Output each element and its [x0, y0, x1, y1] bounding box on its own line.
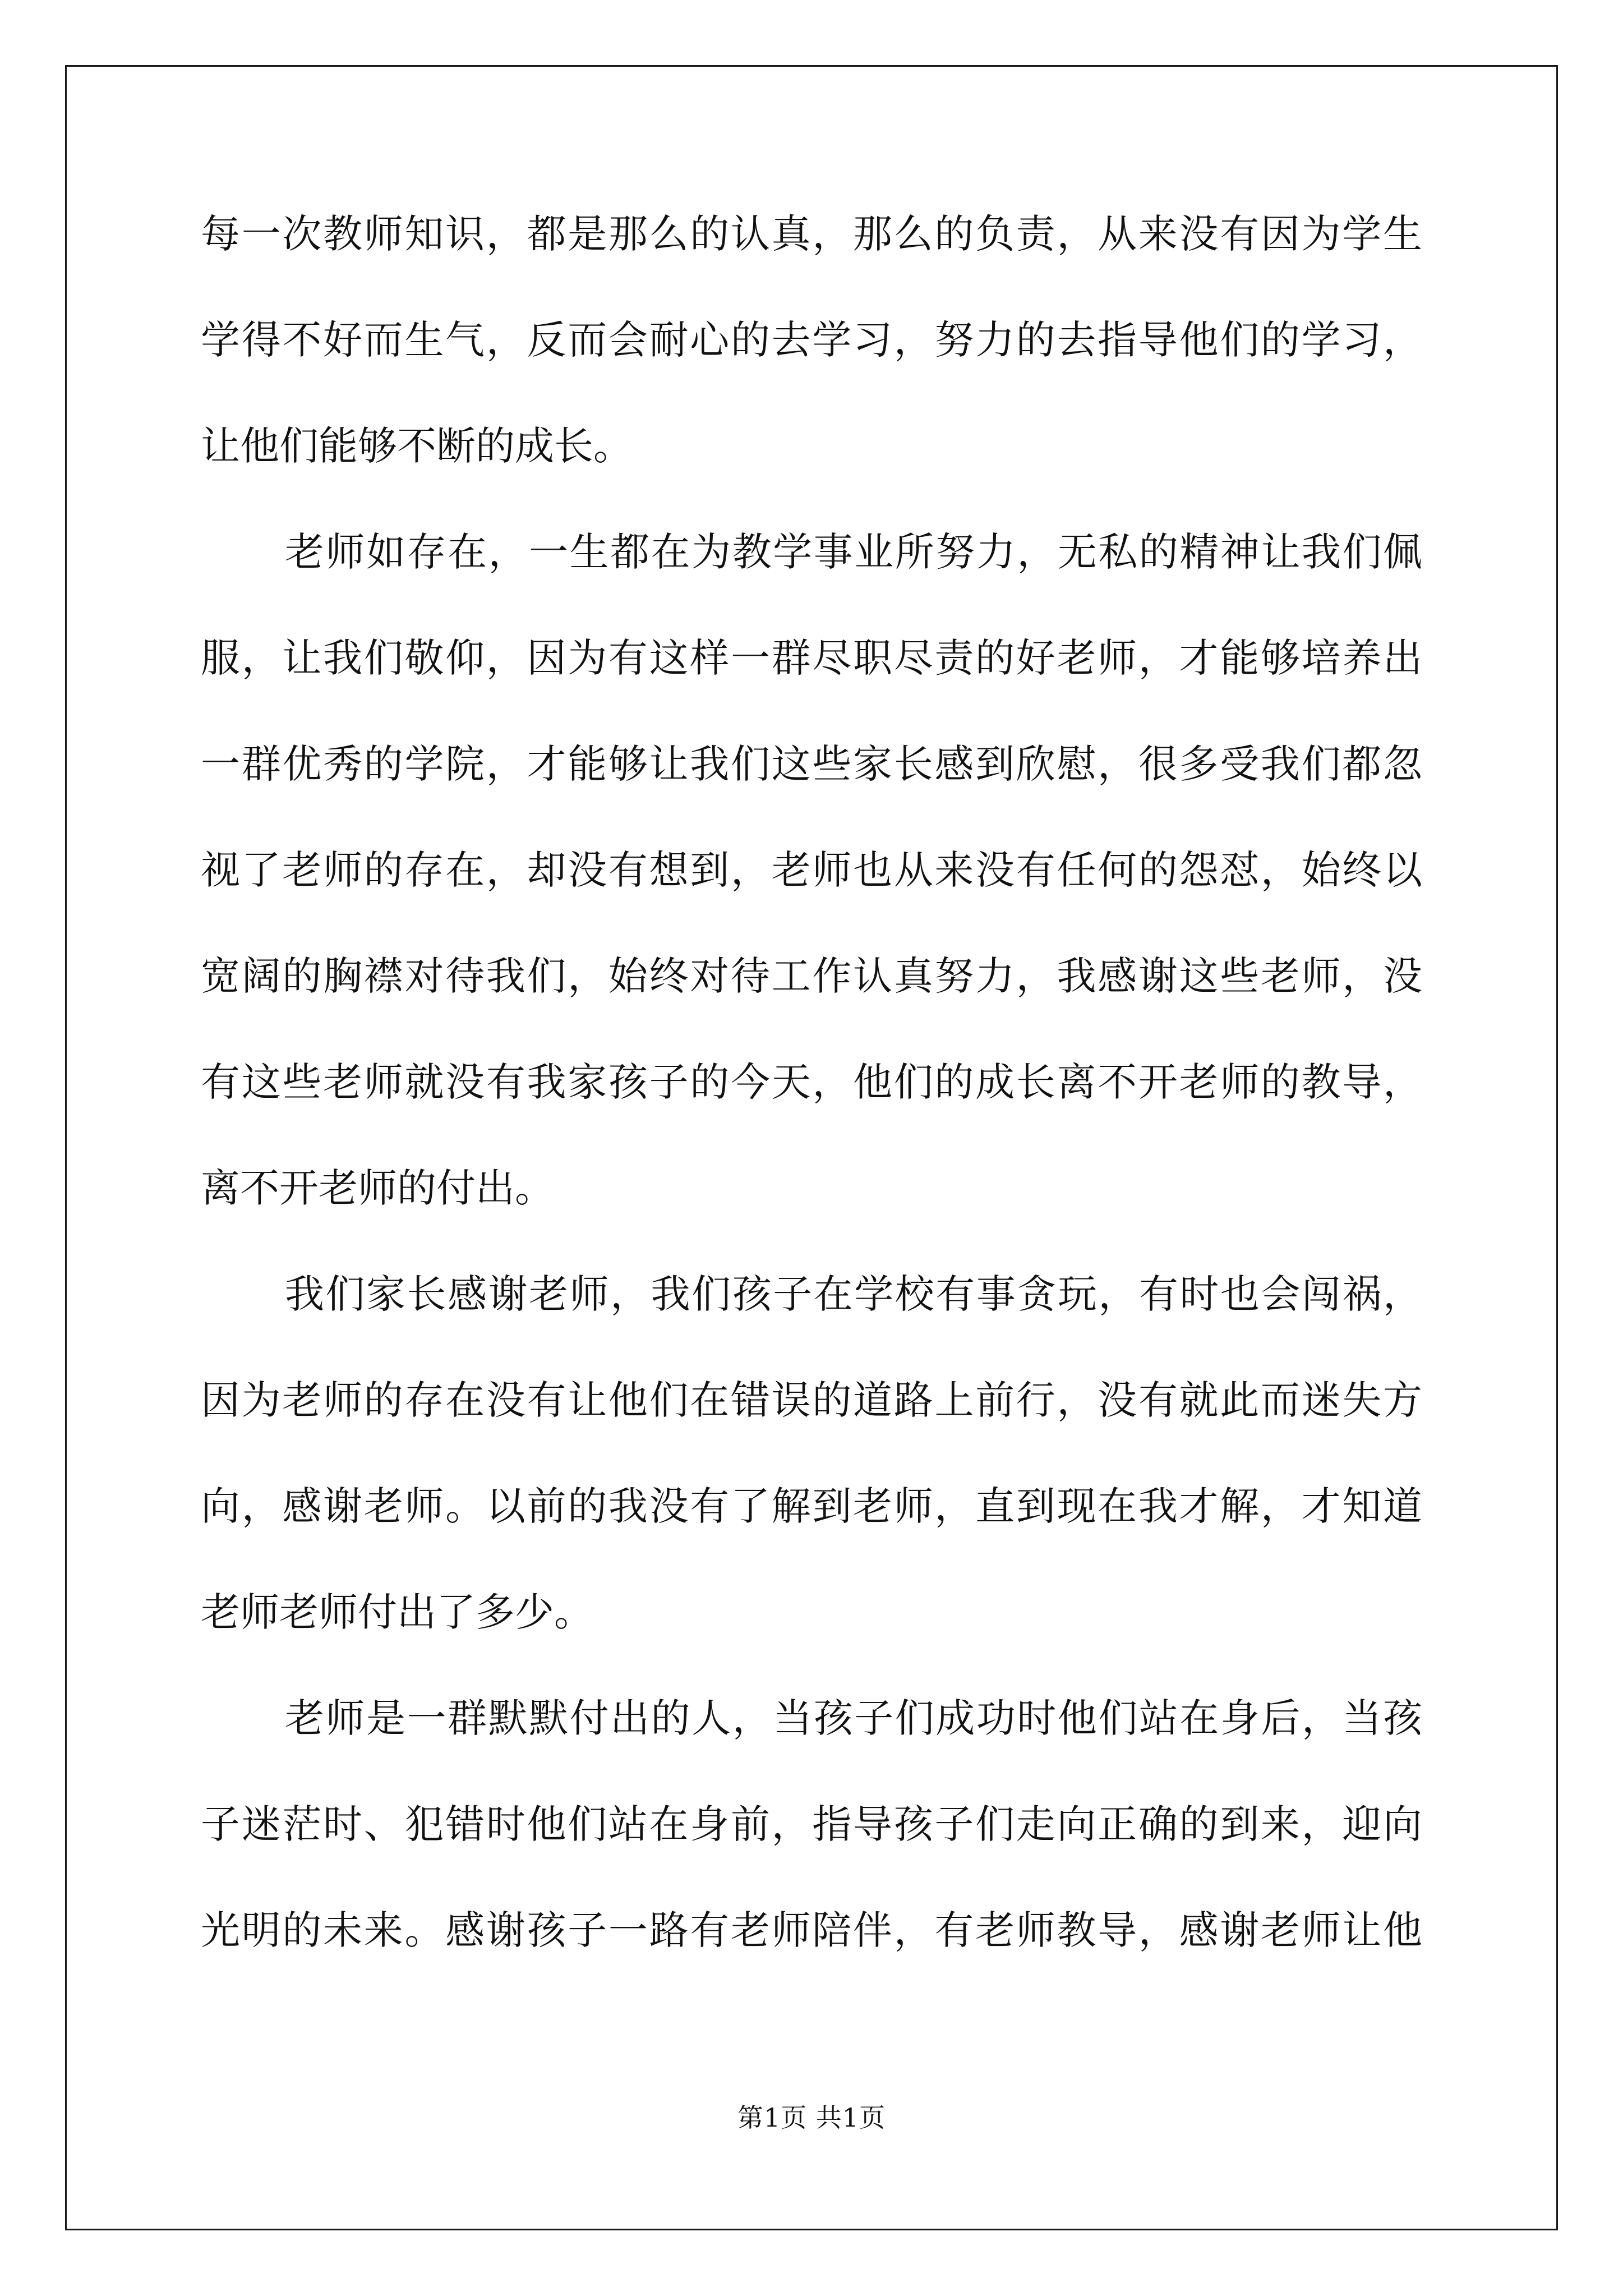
text-line: 老师老师付出了多少。 — [201, 1589, 593, 1635]
text-line: 视了老师的存在，却没有想到，老师也从来没有任何的怨怼，始终以 — [201, 847, 1422, 893]
text-line: 每一次教师知识，都是那么的认真，那么的负责，从来没有因为学生 — [201, 211, 1422, 257]
text-line: 因为老师的存在没有让他们在错误的道路上前行，没有就此而迷失方 — [201, 1377, 1422, 1423]
text-line: 学得不好而生气，反而会耐心的去学习，努力的去指导他们的学习， — [201, 317, 1422, 363]
text-line: 服，让我们敬仰，因为有这样一群尽职尽责的好老师，才能够培养出 — [201, 635, 1422, 681]
page-footer: 第1页 共1页 — [737, 2102, 886, 2133]
text-line: 离不开老师的付出。 — [201, 1165, 554, 1211]
text-line: 一群优秀的学院，才能够让我们这些家长感到欣慰，很多受我们都忽 — [201, 741, 1422, 787]
paragraph-first-line: 老师是一群默默付出的人，当孩子们成功时他们站在身后，当孩 — [285, 1695, 1422, 1741]
text-line: 光明的未来。感谢孩子一路有老师陪伴，有老师教导，感谢老师让他 — [201, 1907, 1422, 1953]
paragraph-first-line: 我们家长感谢老师，我们孩子在学校有事贪玩，有时也会闯祸， — [285, 1271, 1422, 1317]
text-line: 让他们能够不断的成长。 — [201, 423, 633, 469]
text-line: 向，感谢老师。以前的我没有了解到老师，直到现在我才解，才知道 — [201, 1483, 1422, 1529]
text-line: 宽阔的胸襟对待我们，始终对待工作认真努力，我感谢这些老师，没 — [201, 953, 1422, 999]
text-line: 有这些老师就没有我家孩子的今天，他们的成长离不开老师的教导， — [201, 1059, 1422, 1105]
document-body — [201, 206, 1422, 2008]
text-line: 子迷茫时、犯错时他们站在身前，指导孩子们走向正确的到来，迎向 — [201, 1801, 1422, 1847]
paragraph-first-line: 老师如存在，一生都在为教学事业所努力，无私的精神让我们佩 — [285, 529, 1422, 575]
